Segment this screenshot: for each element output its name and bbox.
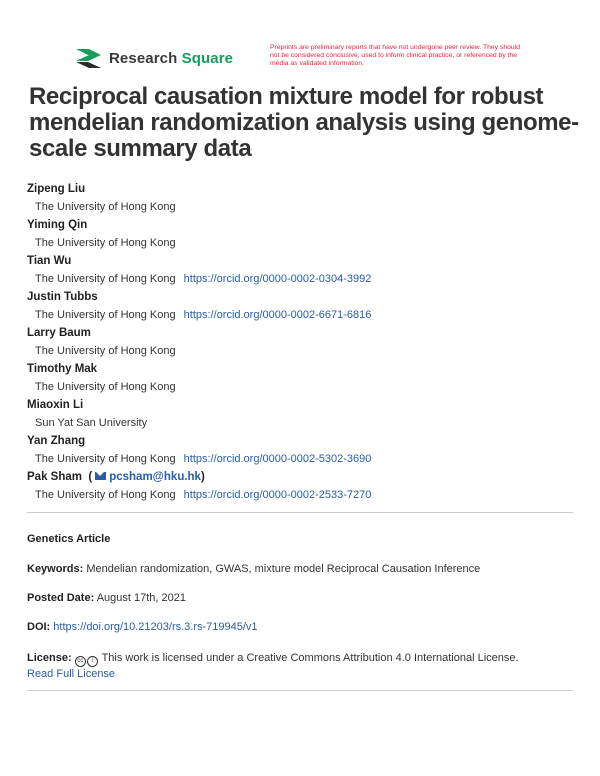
logo-text [109,50,233,67]
keywords [27,563,480,575]
article-type: Genetics Article [27,533,111,545]
author-name: Pak Sham [27,471,82,483]
divider [27,512,573,513]
posted-date [27,592,186,604]
author-entry [27,396,577,432]
author-entry [27,288,577,324]
author-name: Miaoxin Li [27,399,84,411]
logo-word-square: Square [181,49,234,67]
orcid-link[interactable]: https://orcid.org/0000-0002-2533-7270 [183,489,372,501]
preprint-notice: Preprints are preliminary reports that have not undergone peer review. They should not be considered conclusive, used to inform clinical practice, or referenced by the media as validated information. [270,44,520,67]
author-affiliation: The University of Hong Kong [35,201,176,213]
license [27,652,519,667]
author-entry [27,252,577,288]
research-square-logo[interactable] [75,47,233,69]
author-affiliation: The University of Hong Kong [35,309,176,321]
author-entry [27,324,577,360]
posted-label: Posted Date: [27,592,95,604]
author-affiliation: The University of Hong Kong [35,453,176,465]
author-affiliation: The University of Hong Kong [35,237,176,249]
author-entry [27,216,577,252]
divider [27,690,573,691]
keywords-value: Mendelian randomization, GWAS, mixture model Reciprocal Causation Inference [86,563,481,575]
author-entry [27,432,577,468]
orcid-link[interactable]: https://orcid.org/0000-0002-6671-6816 [183,309,372,321]
logo-word-research: Research [109,49,178,67]
license-label: License: [27,652,72,664]
author-entry: Pak Sham ( pcsham@hku.hk) The University of Hong Kong https://orcid.org/0000-0002-2533-7270 [27,471,372,501]
author-list [27,180,577,504]
keywords-label: Keywords: [27,563,84,575]
orcid-link[interactable]: https://orcid.org/0000-0002-5302-3690 [183,453,372,465]
author-affiliation: Sun Yat San University [35,417,148,429]
envelope-icon [95,472,106,480]
doi [27,621,258,633]
author-name: Tian Wu [27,255,72,267]
author-name: Timothy Mak [27,363,98,375]
by-icon: i [87,656,98,667]
doi-label: DOI: [27,621,51,633]
author-affiliation: The University of Hong Kong [35,345,176,357]
author-name: Yiming Qin [27,219,88,231]
author-affiliation: The University of Hong Kong [35,273,176,285]
author-name: Larry Baum [27,327,91,339]
research-square-logo-icon [75,47,102,69]
author-email-link[interactable]: pcsham@hku.hk [109,471,201,483]
author-affiliation: The University of Hong Kong [35,381,176,393]
cc-icon: cc [75,656,86,667]
author-name: Zipeng Liu [27,183,86,195]
author-name: Yan Zhang [27,435,86,447]
read-full-license-link[interactable]: Read Full License [27,668,116,680]
license-text: This work is licensed under a Creative Commons Attribution 4.0 International License. [101,652,519,664]
author-affiliation: The University of Hong Kong [35,489,176,501]
author-name: Justin Tubbs [27,291,98,303]
orcid-link[interactable]: https://orcid.org/0000-0002-0304-3992 [183,273,372,285]
posted-value: August 17th, 2021 [96,592,186,604]
author-entry [27,180,577,216]
author-entry [27,360,577,396]
doi-link[interactable]: https://doi.org/10.21203/rs.3.rs-719945/v1 [53,621,258,633]
paper-title: Reciprocal causation mixture model for robust mendelian randomization analysis using genome-scale summary data [29,83,579,162]
